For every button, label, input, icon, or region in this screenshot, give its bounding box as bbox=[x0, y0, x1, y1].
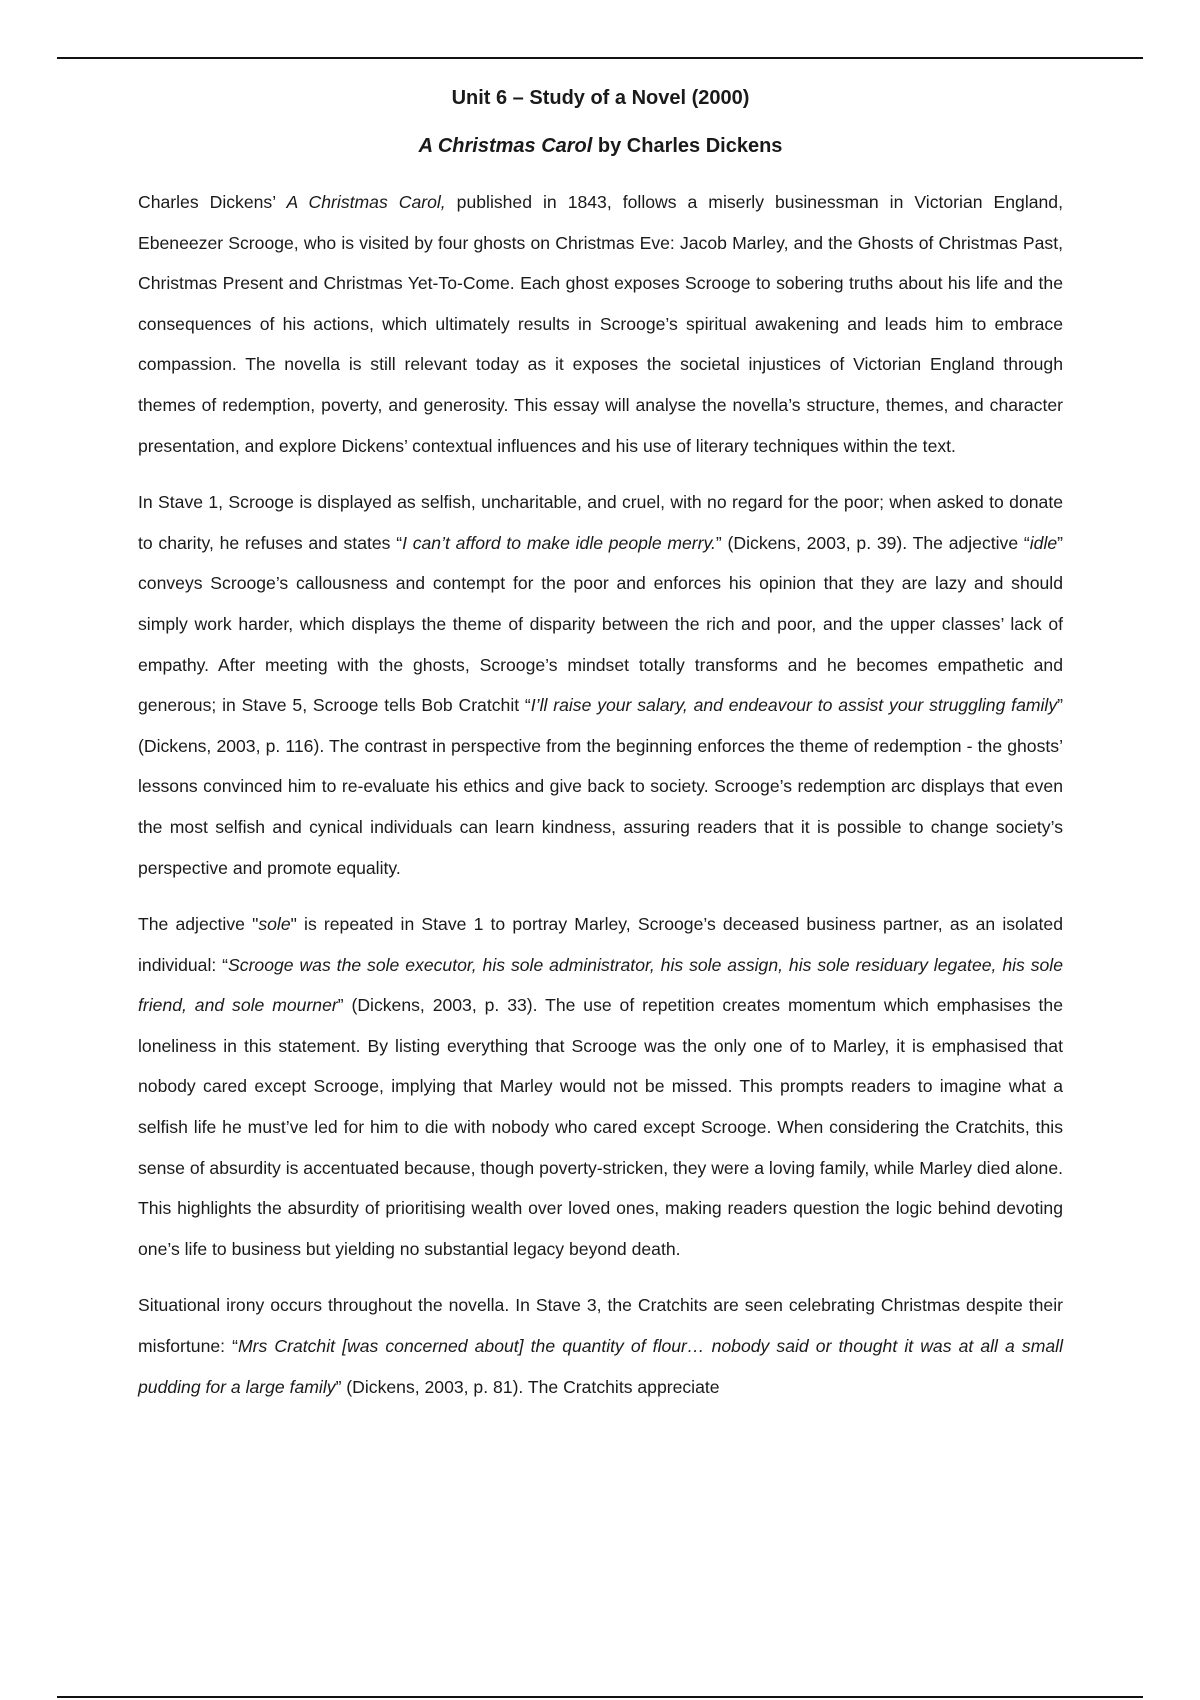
quoted-text: A Christmas Carol, bbox=[286, 192, 446, 212]
paragraph-text: Charles Dickens’ bbox=[138, 192, 287, 212]
paragraph-text: ” (Dickens, 2003, p. 39). The adjective “ bbox=[715, 532, 1030, 553]
paragraph-text: In Stave 1, Scrooge is displayed as selfish, uncharitable, and cruel, with no regard for the poor; when asked to donate to charity, he refuses and states “ bbox=[138, 492, 1063, 553]
quoted-text: I can’t afford to make idle people merry. bbox=[402, 532, 716, 553]
paragraph-text: Situational irony occurs throughout the novella. In Stave 3, the Cratchits are seen celebrating Christmas despite their misfortune: “ bbox=[138, 1295, 1063, 1357]
paragraph-text: ” (Dickens, 2003, p. 33). The use of repetition creates momentum which emphasises the loneliness in this statement. By listing everything that Scrooge was the only one of to Marley, it is emphasised that nobody cared except Scrooge, implying that Marley would not be missed. This prompts readers to imagine what a selfish life he must’ve led for him to die with nobody who cared except Scrooge. When considering the Cratchits, this sense of absurdity is accentuated because, though poverty-stricken, they were a loving family, while Marley died alone. This highlights the absurdity of prioritising wealth over loved ones, making readers question the logic behind devoting one’s life to business but yielding no substantial legacy beyond death. bbox=[138, 995, 1063, 1259]
book-title: A Christmas Carol bbox=[418, 135, 593, 157]
quoted-text: Scrooge was the sole executor, his sole administrator, his sole assign, his sole residuary legatee, his sole friend, and sole mourner bbox=[138, 954, 1063, 1016]
paragraph-text: ” (Dickens, 2003, p. 81). The Cratchits appreciate bbox=[335, 1376, 720, 1397]
essay-paragraph bbox=[138, 482, 1063, 888]
essay-paragraph bbox=[138, 1285, 1063, 1407]
book-byline: by Charles Dickens bbox=[592, 135, 783, 157]
paragraph-text: ” (Dickens, 2003, p. 116). The contrast in perspective from the beginning enforces the theme of redemption - the ghosts’ lessons convinced him to re-evaluate his ethics and give back to society. Scrooge’s redemption arc displays that even the most selfish and cynical individuals can learn kindness, assuring readers that it is possible to change society’s perspective and promote equality. bbox=[138, 695, 1063, 878]
quoted-text: idle bbox=[1029, 532, 1058, 553]
top-horizontal-rule bbox=[57, 57, 1143, 59]
essay-paragraph bbox=[138, 904, 1063, 1269]
quoted-text: sole bbox=[258, 914, 291, 935]
paragraph-text: ” conveys Scrooge’s callousness and contempt for the poor and enforces his opinion that they are lazy and should simply work harder, which displays the theme of disparity between the rich and poor, and the upper classes’ lack of empathy. After meeting with the ghosts, Scrooge’s mindset totally transforms and he becomes empathetic and generous; in Stave 5, Scrooge tells Bob Cratchit “ bbox=[138, 532, 1064, 716]
paragraph-text: published in 1843, follows a miserly businessman in Victorian England, Ebeneezer Scrooge, who is visited by four ghosts on Christmas Eve: Jacob Marley, and the Ghosts of Christmas Past, Christmas Present and Christmas Yet-To-Come. Each ghost exposes Scrooge to sobering truths about his life and the consequences of his actions, which ultimately results in Scrooge’s spiritual awakening and leads him to embrace compassion. The novella is still relevant today as it exposes the societal injustices of Victorian England through themes of redemption, poverty, and generosity. This essay will analyse the novella’s structure, themes, and character presentation, and explore Dickens’ contextual influences and his use of literary techniques within the text. bbox=[138, 192, 1063, 456]
bottom-horizontal-rule bbox=[57, 1696, 1143, 1698]
quoted-text: Mrs Cratchit [was concerned about] the quantity of flour… nobody said or thought it was at all a small pudding for a large family bbox=[138, 1336, 1063, 1397]
document-title: Unit 6 – Study of a Novel (2000) bbox=[451, 87, 750, 109]
document-subtitle bbox=[138, 132, 1063, 160]
paragraph-text: " is repeated in Stave 1 to portray Marley, Scrooge’s deceased business partner, as an isolated individual: “ bbox=[138, 914, 1063, 975]
essay-body bbox=[138, 182, 1063, 1407]
essay-paragraph bbox=[138, 182, 1063, 466]
quoted-text: I’ll raise your salary, and endeavour to assist your struggling family bbox=[530, 695, 1058, 716]
paragraph-text: The adjective " bbox=[138, 914, 259, 935]
document-page bbox=[138, 84, 1063, 1423]
